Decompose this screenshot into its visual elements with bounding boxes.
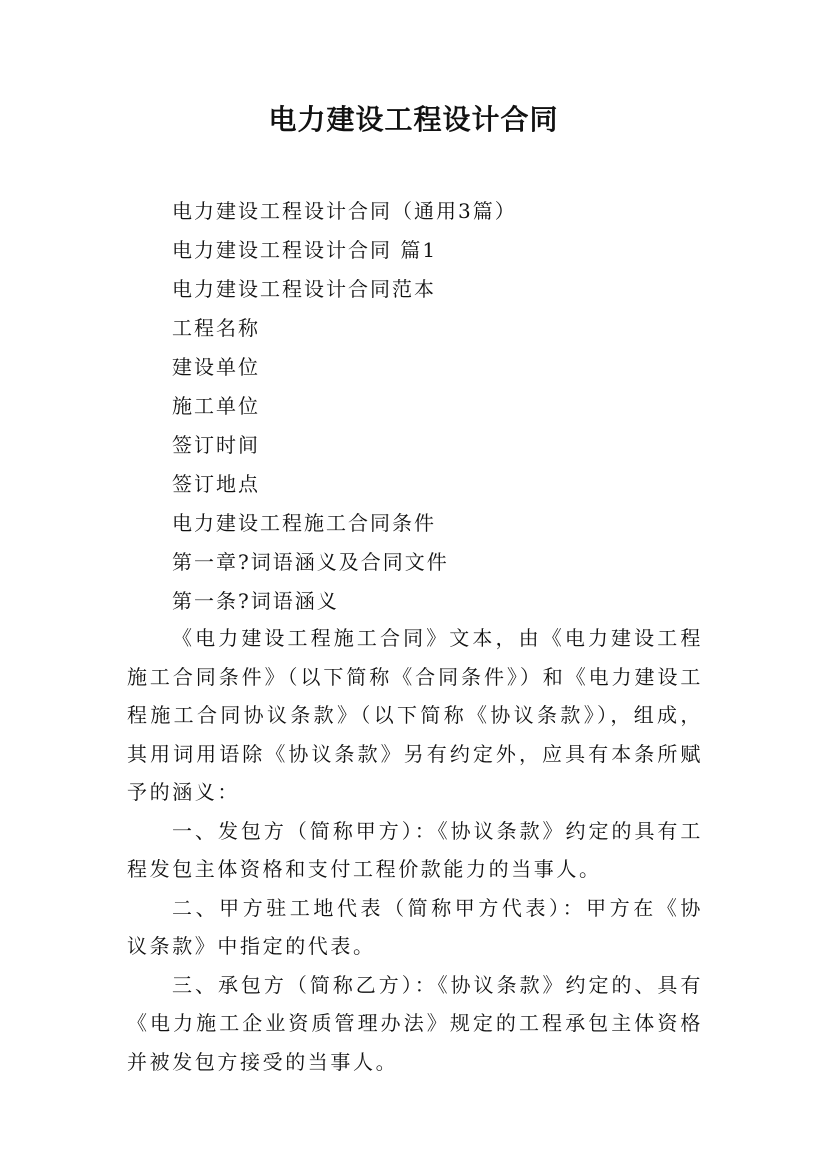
conditions-heading: 电力建设工程施工合同条件 — [172, 511, 436, 535]
paragraph-party-b: 三、承包方（简称乙方）：《协议条款》约定的、具有《电力施工企业资质管理办法》规定的工程承包主体资格并被发包方接受的当事人。 — [127, 972, 703, 1074]
field-construction-unit: 建设单位 — [172, 355, 260, 379]
field-contractor-unit: 施工单位 — [172, 394, 260, 418]
paragraph-party-a-representative: 二、甲方驻工地代表（简称甲方代表）：甲方在《协议条款》中指定的代表。 — [127, 895, 703, 958]
paragraph-intro: 《电力建设工程施工合同》文本，由《电力建设工程施工合同条件》（以下简称《合同条件》）和《电力建设工程施工合同协议条款》（以下简称《协议条款》），组成，其用词用语除《协议条款》另有约定外，应具有本条所赋予的涵义： — [127, 626, 703, 804]
heading-list — [172, 192, 732, 621]
field-signing-time: 签订时间 — [172, 433, 260, 457]
body-text — [127, 619, 703, 1081]
paragraph-party-a: 一、发包方（简称甲方）：《协议条款》约定的具有工程发包主体资格和支付工程价款能力的当事人。 — [127, 818, 703, 881]
field-project-name: 工程名称 — [172, 316, 260, 340]
section-heading: 电力建设工程设计合同 篇1 — [172, 238, 438, 262]
document-title: 电力建设工程设计合同 — [268, 103, 559, 136]
field-signing-place: 签订地点 — [172, 472, 260, 496]
chapter-heading: 第一章?词语涵义及合同文件 — [172, 550, 449, 574]
template-heading: 电力建设工程设计合同范本 — [172, 277, 436, 301]
article-heading: 第一条?词语涵义 — [172, 589, 339, 613]
contract-subtitle: 电力建设工程设计合同（通用3篇） — [172, 199, 517, 223]
